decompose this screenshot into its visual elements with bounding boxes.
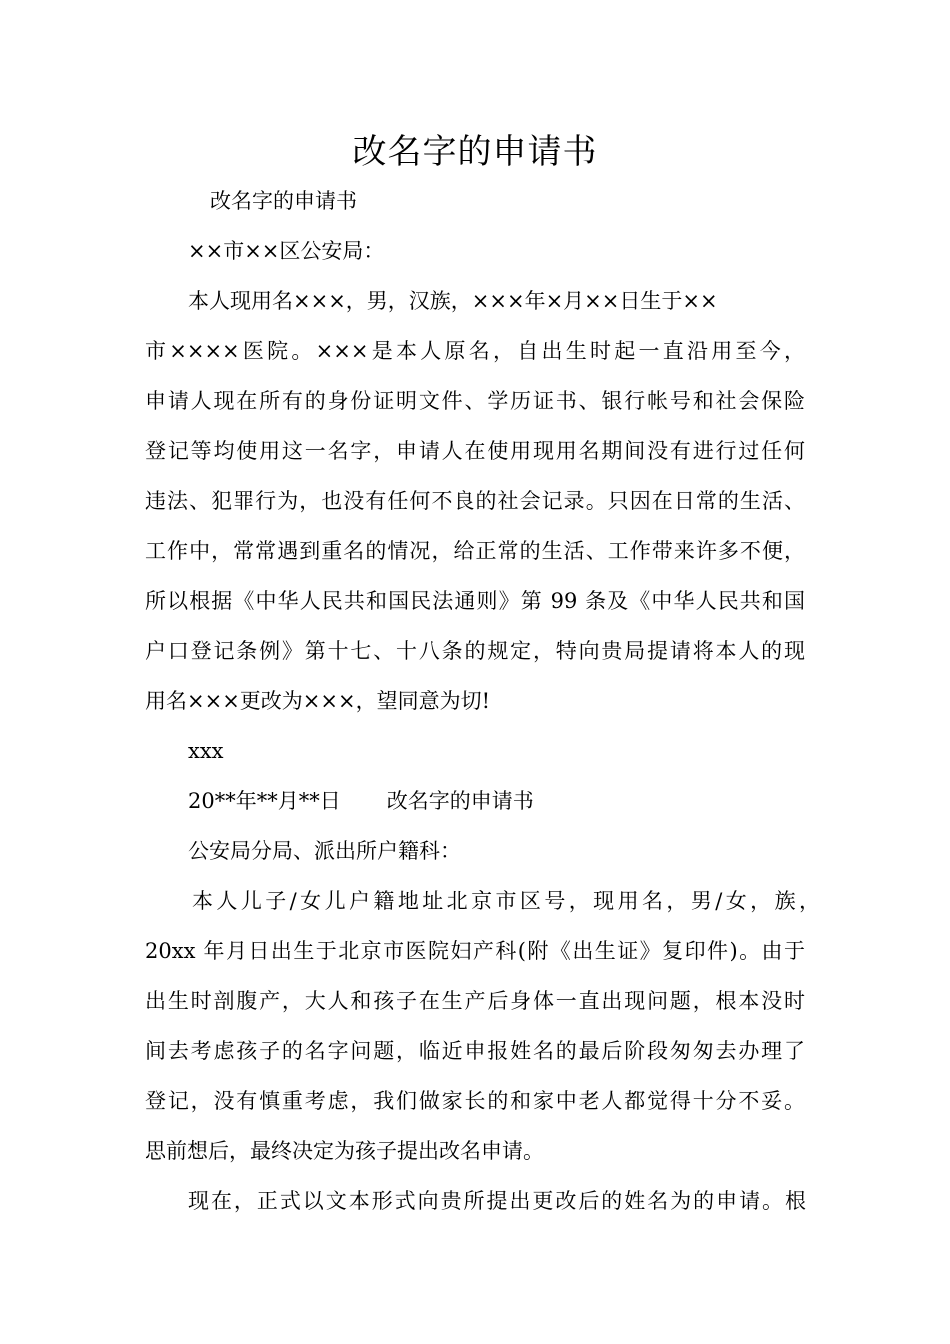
paragraph-2-line: 本人儿子/女儿户籍地址北京市区号，现用名，男/女，族，	[192, 889, 820, 913]
paragraph-2-line: 登记，没有慎重考虑，我们做家长的和家中老人都觉得十分不妥。	[145, 1089, 805, 1113]
paragraph-1-line: 登记等均使用这一名字，申请人在使用现用名期间没有进行过任何	[145, 439, 805, 463]
paragraph-1-line: 申请人现在所有的身份证明文件、学历证书、银行帐号和社会保险	[145, 389, 805, 413]
paragraph-1-line: 用名×××更改为×××，望同意为切!	[145, 689, 491, 713]
date-and-second-title-line	[188, 786, 534, 816]
paragraph-1-line: 本人现用名×××，男，汉族，×××年×月××日生于××	[188, 289, 718, 313]
date: 20**年**月**日	[188, 789, 341, 813]
second-title: 改名字的申请书	[386, 789, 534, 813]
paragraph-1-line: 户口登记条例》第十七、十八条的规定，特向贵局提请将本人的现	[145, 639, 805, 663]
recipient-line-2: 公安局分局、派出所户籍科：	[188, 839, 461, 863]
paragraph-2-line: 思前想后，最终决定为孩子提出改名申请。	[145, 1139, 544, 1163]
paragraph-2-line: 20xx 年月日出生于北京市医院妇产科(附《出生证》复印件)。由于	[145, 939, 805, 963]
paragraph-1-line: 工作中，常常遇到重名的情况，给正常的生活、工作带来许多不便，	[145, 539, 805, 563]
paragraph-2-line: 间去考虑孩子的名字问题，临近申报姓名的最后阶段匆匆去办理了	[145, 1039, 805, 1063]
document-title: 改名字的申请书	[352, 132, 598, 172]
document-subtitle: 改名字的申请书	[210, 189, 357, 213]
recipient-line-1: ××市××区公安局：	[188, 239, 385, 263]
paragraph-2-line: 出生时剖腹产，大人和孩子在生产后身体一直出现问题，根本没时	[145, 989, 805, 1013]
paragraph-1-line: 违法、犯罪行为，也没有任何不良的社会记录。只因在日常的生活、	[145, 489, 805, 513]
paragraph-1-line: 市××××医院。×××是本人原名，自出生时起一直沿用至今，	[145, 339, 805, 363]
paragraph-3-line: 现在，正式以文本形式向贵所提出更改后的姓名为的申请。根	[188, 1189, 806, 1213]
paragraph-1-line: 所以根据《中华人民共和国民法通则》第 99 条及《中华人民共和国	[145, 589, 805, 613]
signature: xxx	[188, 739, 224, 763]
